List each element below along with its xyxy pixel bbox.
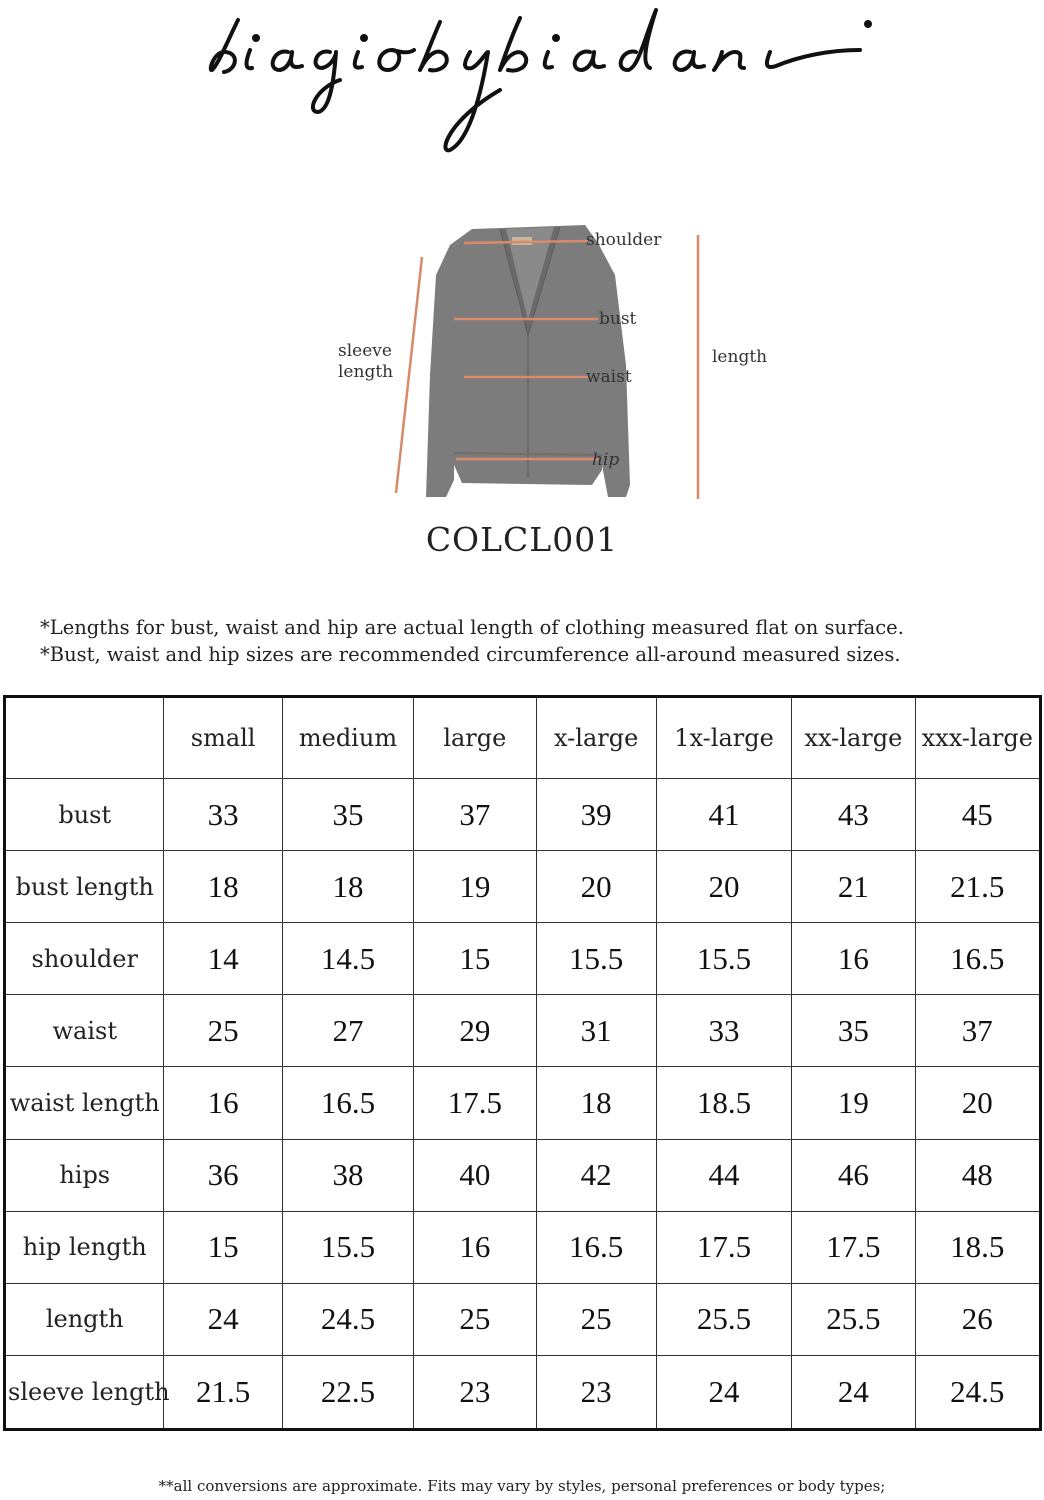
size-column-header: xxx-large	[915, 697, 1040, 779]
garment-diagram	[330, 215, 790, 515]
size-header-row	[5, 697, 1041, 779]
header-corner-cell	[5, 697, 164, 779]
value-cell: 16	[164, 1067, 282, 1139]
value-cell: 31	[536, 995, 656, 1067]
measurement-row	[5, 923, 1041, 995]
row-label: bust	[5, 779, 164, 851]
size-column-header: x-large	[536, 697, 656, 779]
length-label: length	[712, 347, 768, 367]
value-cell: 18	[282, 851, 413, 923]
value-cell: 23	[536, 1355, 656, 1429]
value-cell: 24.5	[915, 1355, 1040, 1429]
value-cell: 18.5	[915, 1211, 1040, 1283]
measurement-notes	[40, 614, 1030, 668]
size-chart-table	[3, 695, 1042, 1431]
measurement-row	[5, 995, 1041, 1067]
value-cell: 25.5	[792, 1283, 915, 1355]
value-cell: 19	[414, 851, 536, 923]
value-cell: 48	[915, 1139, 1040, 1211]
value-cell: 25	[164, 995, 282, 1067]
note-line: *Lengths for bust, waist and hip are actual length of clothing measured flat on surface.	[40, 616, 904, 639]
sleeve-length-label-line1: sleeve	[338, 341, 392, 361]
value-cell: 17.5	[792, 1211, 915, 1283]
value-cell: 43	[792, 779, 915, 851]
size-column-header: large	[414, 697, 536, 779]
value-cell: 25	[414, 1283, 536, 1355]
value-cell: 18	[164, 851, 282, 923]
value-cell: 15.5	[282, 1211, 413, 1283]
value-cell: 21	[792, 851, 915, 923]
row-label: sleeve length	[5, 1355, 164, 1429]
value-cell: 15	[164, 1211, 282, 1283]
disclaimer-footnote: **all conversions are approximate. Fits may vary by styles, personal preferences or body types;	[158, 1477, 886, 1495]
value-cell: 15.5	[656, 923, 791, 995]
value-cell: 16	[792, 923, 915, 995]
value-cell: 18.5	[656, 1067, 791, 1139]
value-cell: 40	[414, 1139, 536, 1211]
brand-logo	[0, 0, 1044, 170]
size-column-header: 1x-large	[656, 697, 791, 779]
sleeve-length-label-line2: length	[338, 362, 394, 382]
value-cell: 42	[536, 1139, 656, 1211]
value-cell: 38	[282, 1139, 413, 1211]
value-cell: 20	[656, 851, 791, 923]
value-cell: 35	[282, 779, 413, 851]
value-cell: 46	[792, 1139, 915, 1211]
row-label: hips	[5, 1139, 164, 1211]
value-cell: 25.5	[656, 1283, 791, 1355]
value-cell: 41	[656, 779, 791, 851]
value-cell: 18	[536, 1067, 656, 1139]
measurement-row	[5, 779, 1041, 851]
value-cell: 27	[282, 995, 413, 1067]
row-label: length	[5, 1283, 164, 1355]
waist-label: waist	[586, 367, 632, 387]
product-code: COLCL001	[425, 520, 619, 559]
value-cell: 33	[656, 995, 791, 1067]
value-cell: 24.5	[282, 1283, 413, 1355]
value-cell: 23	[414, 1355, 536, 1429]
value-cell: 37	[414, 779, 536, 851]
value-cell: 16.5	[915, 923, 1040, 995]
hip-label: hip	[592, 450, 620, 470]
value-cell: 16	[414, 1211, 536, 1283]
size-column-header: medium	[282, 697, 413, 779]
value-cell: 22.5	[282, 1355, 413, 1429]
measurement-row	[5, 851, 1041, 923]
row-label: waist length	[5, 1067, 164, 1139]
value-cell: 36	[164, 1139, 282, 1211]
value-cell: 19	[792, 1067, 915, 1139]
measurement-row	[5, 1139, 1041, 1211]
value-cell: 15.5	[536, 923, 656, 995]
row-label: shoulder	[5, 923, 164, 995]
value-cell: 21.5	[915, 851, 1040, 923]
value-cell: 37	[915, 995, 1040, 1067]
measurement-row	[5, 1283, 1041, 1355]
size-column-header: xx-large	[792, 697, 915, 779]
value-cell: 21.5	[164, 1355, 282, 1429]
value-cell: 25	[536, 1283, 656, 1355]
value-cell: 44	[656, 1139, 791, 1211]
bust-label: bust	[599, 309, 637, 329]
value-cell: 14.5	[282, 923, 413, 995]
row-label: waist	[5, 995, 164, 1067]
size-column-header: small	[164, 697, 282, 779]
value-cell: 20	[915, 1067, 1040, 1139]
value-cell: 16.5	[282, 1067, 413, 1139]
measurement-row	[5, 1067, 1041, 1139]
value-cell: 33	[164, 779, 282, 851]
value-cell: 17.5	[414, 1067, 536, 1139]
value-cell: 29	[414, 995, 536, 1067]
value-cell: 14	[164, 923, 282, 995]
value-cell: 24	[164, 1283, 282, 1355]
measurement-row	[5, 1355, 1041, 1429]
value-cell: 20	[536, 851, 656, 923]
value-cell: 35	[792, 995, 915, 1067]
row-label: hip length	[5, 1211, 164, 1283]
value-cell: 16.5	[536, 1211, 656, 1283]
value-cell: 24	[656, 1355, 791, 1429]
value-cell: 39	[536, 779, 656, 851]
row-label: bust length	[5, 851, 164, 923]
value-cell: 15	[414, 923, 536, 995]
shoulder-label: shoulder	[586, 230, 662, 250]
value-cell: 45	[915, 779, 1040, 851]
note-line: *Bust, waist and hip sizes are recommended circumference all-around measured sizes.	[40, 643, 901, 666]
measurement-row	[5, 1211, 1041, 1283]
value-cell: 24	[792, 1355, 915, 1429]
value-cell: 26	[915, 1283, 1040, 1355]
value-cell: 17.5	[656, 1211, 791, 1283]
